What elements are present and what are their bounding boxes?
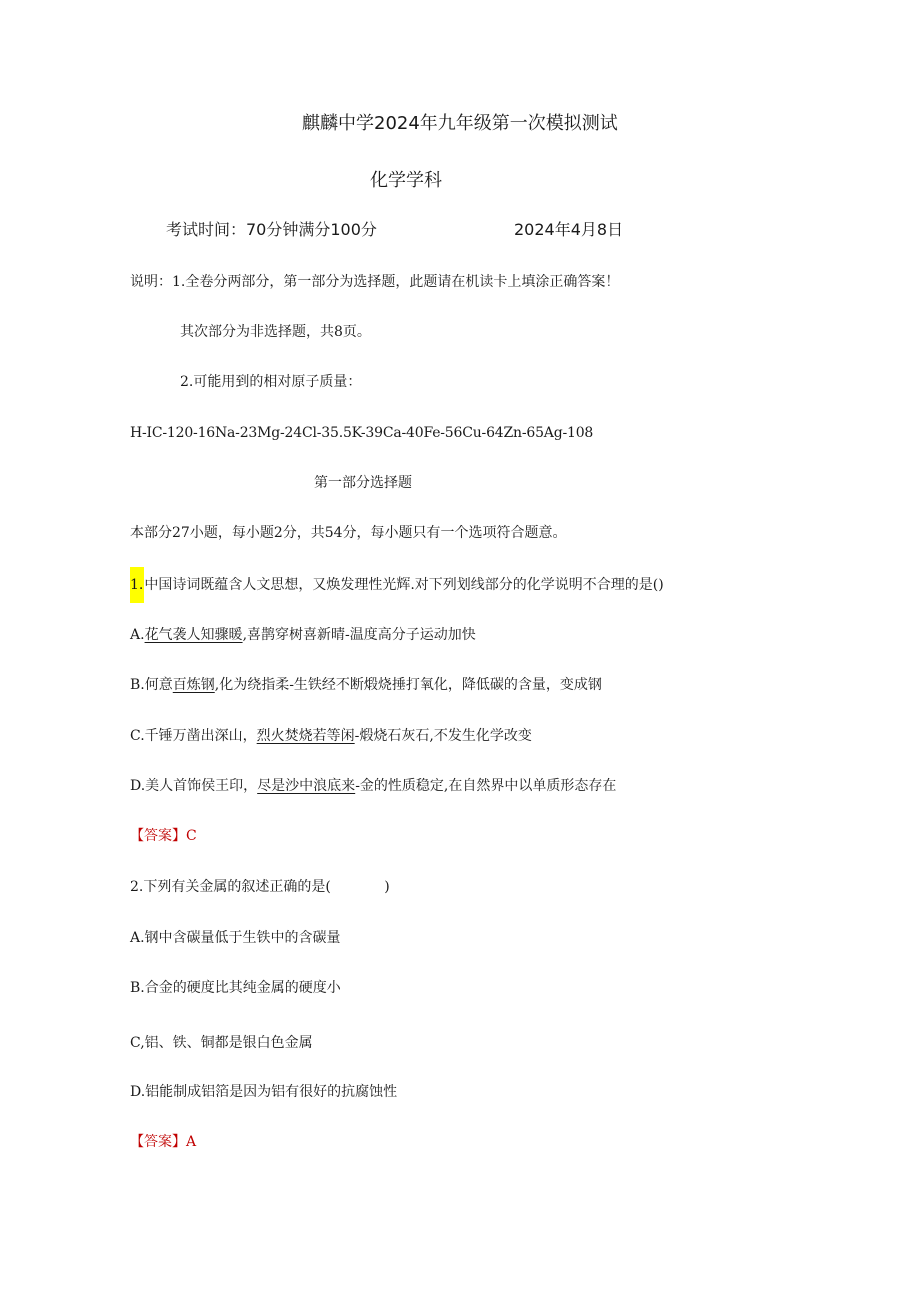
question-1-option-d <box>130 776 616 796</box>
subject-title: 化学学科 <box>370 170 442 191</box>
exam-title: 麒麟中学2024年九年级第一次模拟测试 <box>302 113 618 134</box>
question-1-number: 1. <box>130 567 144 603</box>
exam-date: 2024年4月8日 <box>514 220 624 239</box>
question-2-option-c: C,铝、铁、铜都是银白色金属 <box>130 1035 313 1051</box>
question-2-option-b: B.合金的硬度比其纯金属的硬度小 <box>130 980 341 996</box>
question-1-option-c <box>130 726 532 746</box>
answer-label: 【答案】 <box>130 828 186 844</box>
option-prefix: B.何意 <box>130 677 173 693</box>
answer-label: 【答案】 <box>130 1134 186 1150</box>
question-2-option-a: A.钢中含碳量低于生铁中的含碳量 <box>130 930 341 946</box>
option-rest: -金的性质稳定,在自然界中以单质形态存在 <box>355 778 617 794</box>
question-2-option-d: D.铝能制成铝箔是因为铝有很好的抗腐蚀性 <box>130 1084 398 1100</box>
part1-description: 本部分27小题，每小题2分，共54分，每小题只有一个选项符合题意。 <box>130 525 567 541</box>
question-1-option-a <box>130 625 476 645</box>
option-rest: ,化为绕指柔-生铁经不断煅烧捶打氧化，降低碳的含量，变成钢 <box>214 677 602 693</box>
instruction-line-3: 2.可能用到的相对原子质量： <box>180 374 362 390</box>
exam-time: 考试时间：70分钟满分100分 <box>166 220 377 239</box>
option-prefix: A. <box>130 627 145 643</box>
answer-value: A <box>186 1134 197 1150</box>
question-1-text: 中国诗词既蕴含人文思想，又焕发理性光辉.对下列划线部分的化学说明不合理的是() <box>144 577 664 593</box>
option-rest: ,喜鹊穿树喜新晴-温度高分子运动加快 <box>242 627 476 643</box>
question-1-stem <box>130 575 664 603</box>
option-underlined: 烈火焚烧若等闲 <box>256 728 355 744</box>
question-2-answer <box>130 1132 196 1152</box>
option-underlined: 百炼钢 <box>172 677 215 693</box>
answer-value: C <box>186 828 197 844</box>
part1-heading: 第一部分选择题 <box>314 475 412 491</box>
question-1-answer <box>130 826 197 846</box>
instruction-line-1: 说明：1.全卷分两部分，第一部分为选择题，此题请在机读卡上填涂正确答案！ <box>130 274 620 290</box>
question-1-option-b <box>130 675 602 695</box>
option-rest: -煅烧石灰石,不发生化学改变 <box>354 728 532 744</box>
option-prefix: D.美人首饰侯王印， <box>130 778 258 794</box>
option-prefix: C.千锤万凿出深山， <box>130 728 257 744</box>
option-underlined: 尽是沙中浪底来 <box>257 778 356 794</box>
atomic-masses: H-IC-120-16Na-23Mg-24Cl-35.5K-39Ca-40Fe-56Cu-64Zn-65Ag-108 <box>130 425 594 441</box>
option-underlined: 花气袭人知骤暖 <box>144 627 243 643</box>
question-2-stem: 2.下列有关金属的叙述正确的是( ) <box>130 879 390 895</box>
instruction-line-2: 其次部分为非选择题，共8页。 <box>180 324 371 340</box>
